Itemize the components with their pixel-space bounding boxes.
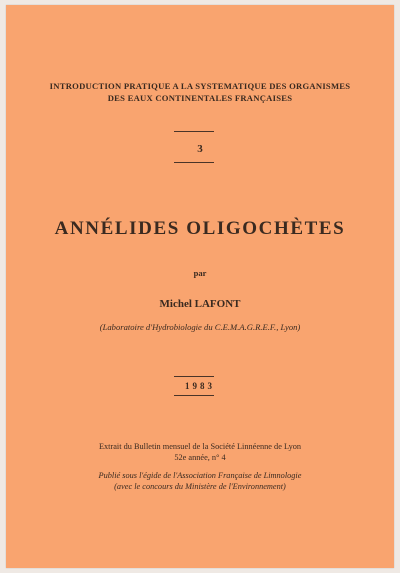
volume-rule-top bbox=[174, 131, 214, 132]
volume-rule-bottom bbox=[174, 162, 214, 163]
book-title: ANNÉLIDES OLIGOCHÈTES bbox=[54, 218, 346, 239]
volume-number: 3 bbox=[197, 143, 203, 155]
extract-note-line-1: Extrait du Bulletin mensuel de la Société Linnéenne de Lyon bbox=[98, 442, 302, 451]
author-name: Michel LAFONT bbox=[159, 298, 241, 310]
year-rule-top bbox=[174, 376, 214, 377]
publisher-note-line-2: (avec le concours du Ministère de l'Environnement) bbox=[114, 481, 286, 491]
series-title-line-1: INTRODUCTION PRATIQUE A LA SYSTEMATIQUE DES ORGANISMES bbox=[49, 81, 351, 91]
series-title bbox=[6, 80, 394, 104]
year-rule-bottom bbox=[174, 395, 214, 396]
publisher-note bbox=[6, 471, 394, 492]
series-title-line-2: DES EAUX CONTINENTALES FRANÇAISES bbox=[107, 93, 293, 103]
author-affiliation: (Laboratoire d'Hydrobiologie du C.E.M.A.G.R.E.F., Lyon) bbox=[99, 322, 301, 332]
publication-year: 1983 bbox=[185, 381, 215, 391]
book-cover bbox=[6, 5, 394, 568]
extract-note bbox=[6, 442, 394, 463]
extract-note-line-2: 52e année, n° 4 bbox=[174, 452, 226, 462]
by-label: par bbox=[193, 268, 207, 278]
publisher-note-line-1: Publié sous l'égide de l'Association Française de Limnologie bbox=[98, 471, 302, 480]
